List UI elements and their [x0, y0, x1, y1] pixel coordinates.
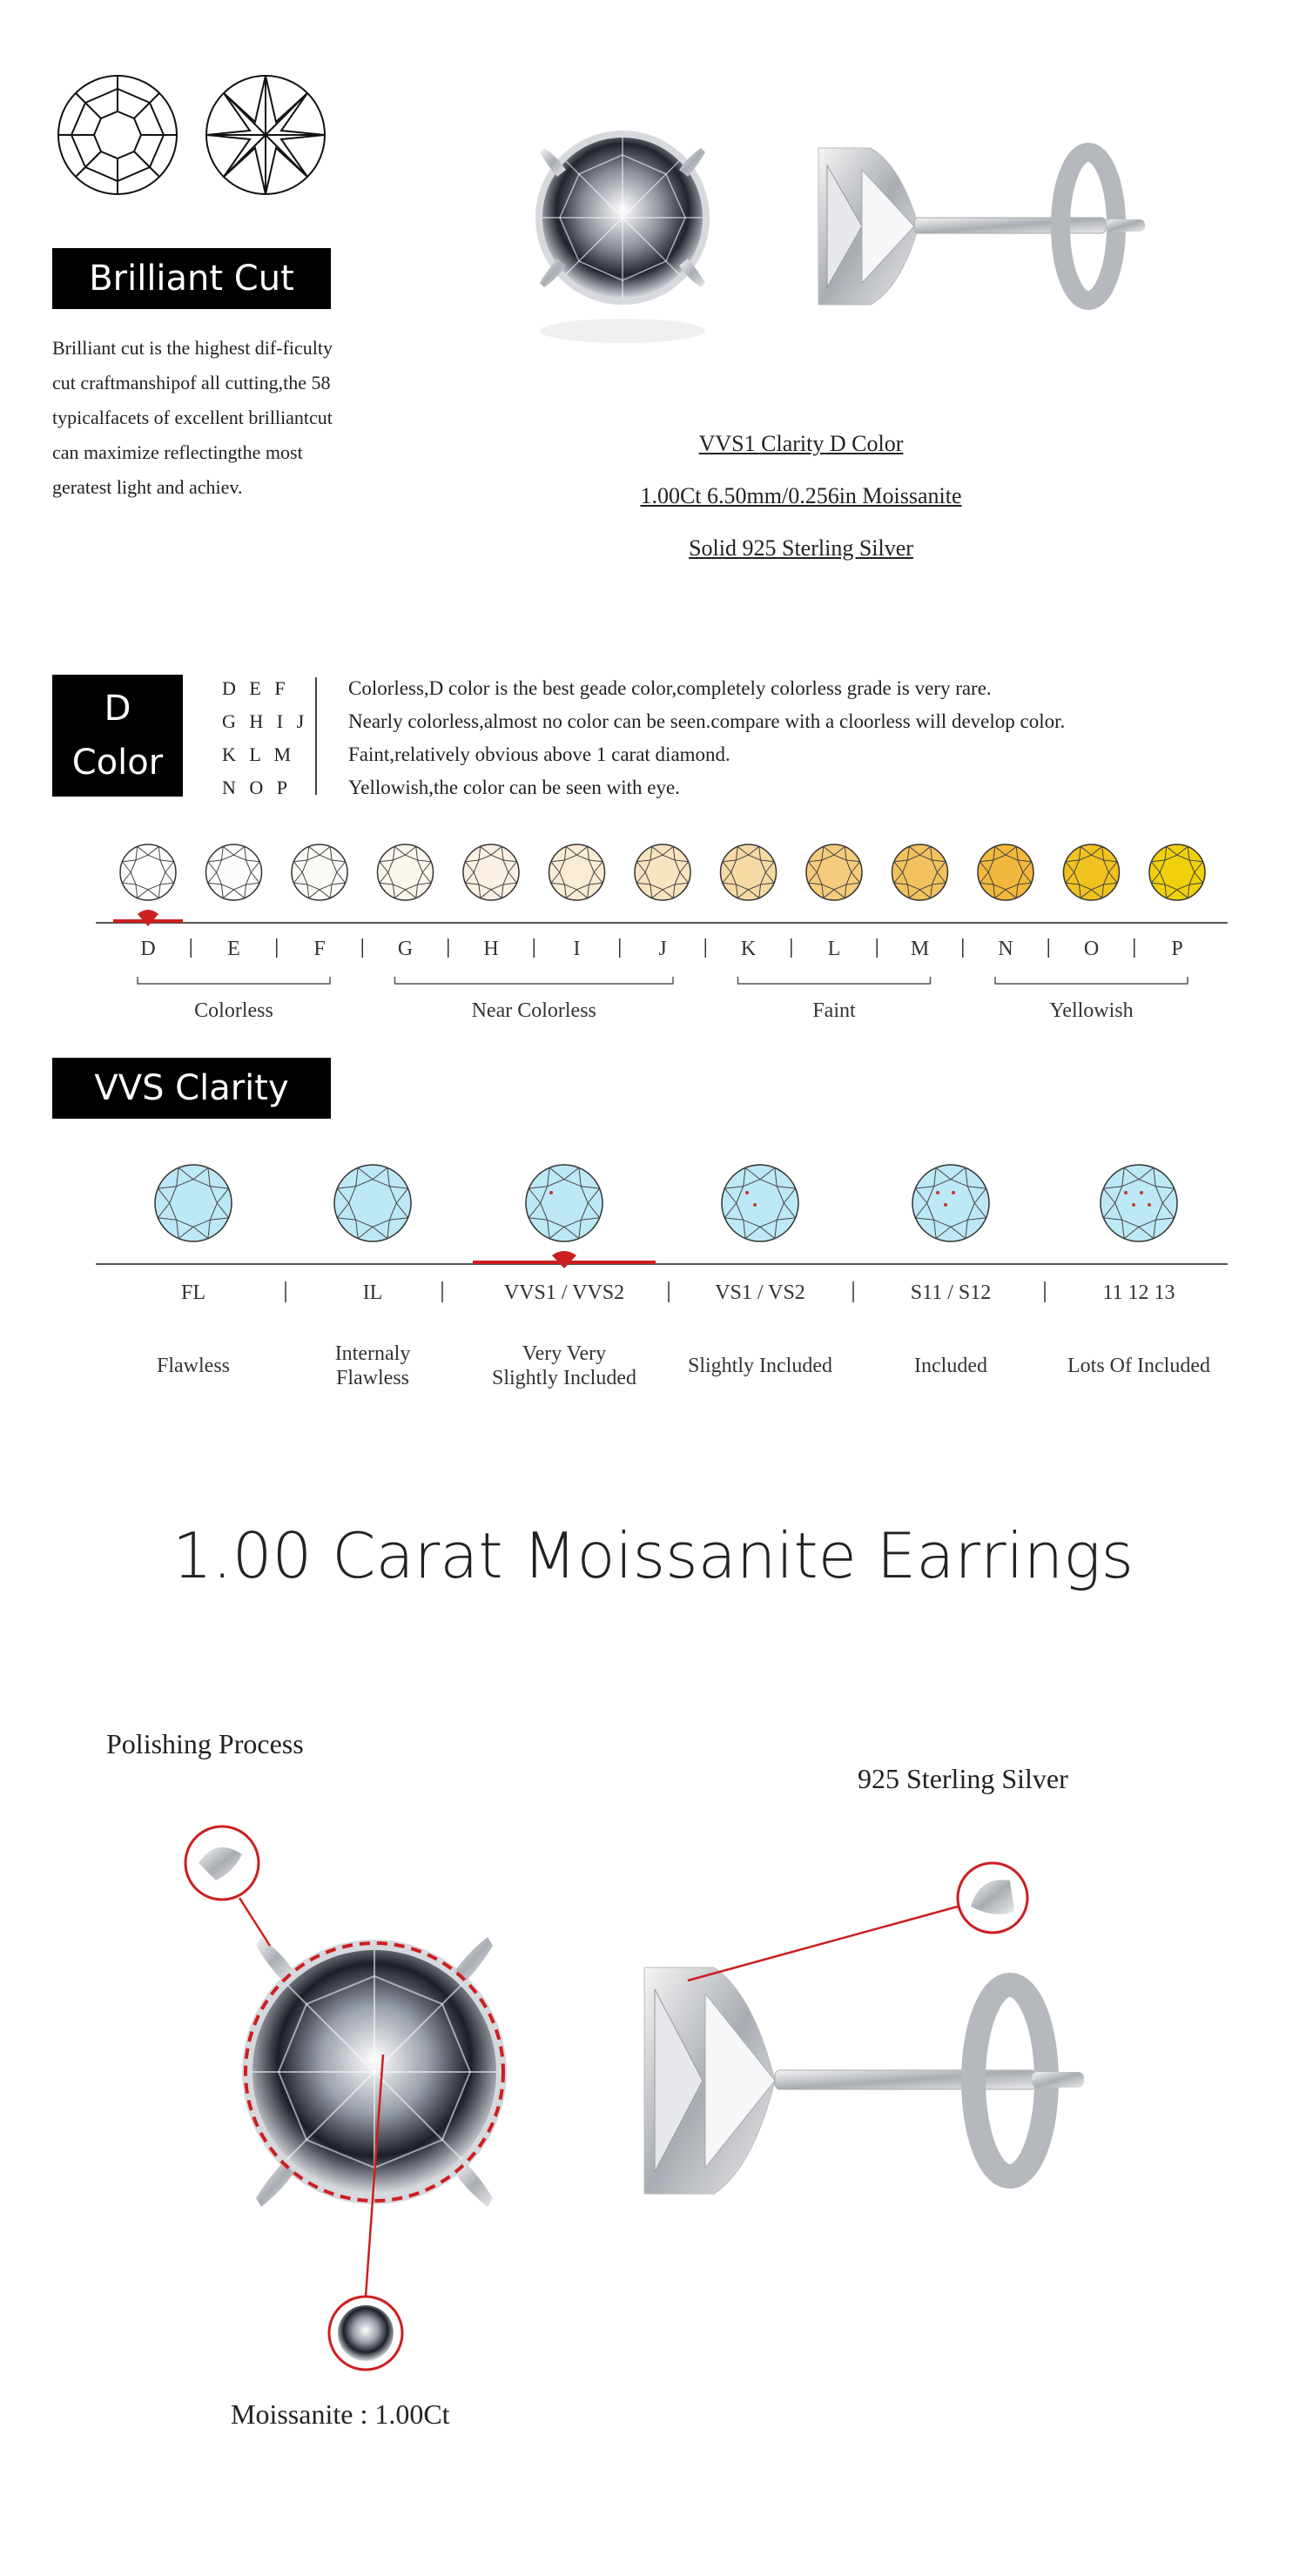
- spec-size: 1.00Ct 6.50mm/0.256in Moissanite: [640, 483, 962, 508]
- brilliant-cut-description: Brilliant cut is the highest dif-ficulty cut craftmanshipof all cutting,the 58 typicalfacets of excellent brilliantcut can maximize reflectingthe most geratest light and achiev.: [52, 337, 333, 498]
- color-stone-l: [806, 844, 862, 900]
- inclusion-dot: [936, 1191, 939, 1194]
- clarity-grade-label: VS1 / VS2: [715, 1281, 805, 1304]
- clarity-description: Internaly: [334, 1342, 411, 1365]
- clarity-description: Included: [914, 1355, 987, 1377]
- product-headline: 1.00 Carat Moissanite Earrings: [172, 1519, 1134, 1592]
- clarity-description: Lots Of Included: [1067, 1355, 1210, 1377]
- color-letter-d: D: [140, 938, 156, 960]
- color-stone-d: [120, 844, 176, 900]
- clarity-stone-2: [526, 1165, 603, 1241]
- side-earring-detail: [644, 1967, 1084, 2194]
- color-letter-o: O: [1083, 938, 1100, 960]
- grade-code-klm: K L M: [222, 743, 296, 765]
- inclusion-dot: [1148, 1203, 1151, 1207]
- color-scale: [0, 827, 1306, 1027]
- clarity-grade-label: 11 12 13: [1102, 1281, 1175, 1304]
- earring-side-photo: [810, 131, 1175, 331]
- clarity-stone-0: [155, 1165, 232, 1241]
- silver-callout-label: 925 Sterling Silver: [858, 1763, 1068, 1794]
- vvs-clarity-title: VVS Clarity: [52, 1058, 331, 1119]
- inclusion-dot: [952, 1191, 955, 1194]
- clarity-stone-5: [1101, 1165, 1177, 1241]
- brilliant-cut-title: Brilliant Cut: [52, 248, 331, 309]
- color-letter-e: E: [227, 938, 240, 960]
- color-letter-n: N: [998, 938, 1013, 960]
- grade-code-def: D E F: [222, 677, 290, 699]
- color-stone-g: [378, 844, 434, 900]
- color-letter-m: M: [910, 938, 930, 960]
- color-group-bracket: [738, 977, 931, 984]
- inclusion-dot: [1140, 1191, 1143, 1194]
- brilliant-cut-diagrams: [52, 70, 340, 200]
- color-stone-k: [721, 844, 777, 900]
- color-letter-l: L: [827, 938, 841, 960]
- color-stone-j: [635, 844, 690, 900]
- grade-code-nop: N O P: [222, 777, 293, 798]
- color-group-label: Near Colorless: [471, 999, 596, 1022]
- clarity-stone-4: [912, 1165, 989, 1241]
- color-letter-h: H: [483, 938, 499, 960]
- grade-desc-ghij: Nearly colorless,almost no color can be seen.compare with a cloorless will develop color.: [348, 710, 1066, 732]
- color-letter-f: F: [313, 938, 326, 960]
- clarity-grade-label: S11 / S12: [910, 1281, 992, 1304]
- color-letter-g: G: [397, 938, 414, 960]
- color-letter-j: J: [658, 938, 667, 960]
- color-group-bracket: [995, 977, 1188, 984]
- clarity-grade-label: VVS1 / VVS2: [503, 1281, 625, 1304]
- clarity-stone-3: [722, 1165, 798, 1241]
- clarity-description: Slightly Included: [492, 1367, 636, 1389]
- color-stone-o: [1064, 844, 1120, 900]
- clarity-selected-marker: [552, 1251, 576, 1268]
- inclusion-dot: [745, 1191, 749, 1194]
- color-letter-p: P: [1171, 938, 1183, 960]
- color-group-bracket: [395, 977, 674, 984]
- silver-zoom-icon: [688, 1863, 1027, 1981]
- grade-code-ghij: G H I J: [222, 710, 309, 732]
- d-color-title-word: Color: [71, 743, 164, 783]
- color-stone-h: [463, 844, 519, 900]
- inclusion-dot: [753, 1203, 757, 1207]
- color-stone-i: [549, 844, 605, 900]
- earring-front-photo: [509, 122, 744, 348]
- clarity-grade-label: IL: [362, 1281, 383, 1304]
- detail-illustration: [0, 1776, 1306, 2403]
- color-stone-f: [292, 844, 347, 900]
- inclusion-dot: [549, 1191, 553, 1194]
- color-stone-p: [1149, 844, 1205, 900]
- color-letter-i: I: [573, 938, 581, 960]
- crown-view-icon: [58, 76, 177, 194]
- color-letter-k: K: [740, 938, 757, 960]
- inclusion-dot: [1124, 1191, 1128, 1194]
- color-selected-marker: [138, 910, 158, 926]
- clarity-description: Flawless: [336, 1367, 409, 1389]
- pavilion-view-icon: [206, 76, 325, 194]
- spec-clarity-color: VVS1 Clarity D Color: [698, 431, 904, 456]
- clarity-description: Flawless: [157, 1355, 230, 1377]
- moissanite-callout-label: Moissanite : 1.00Ct: [231, 2398, 450, 2430]
- clarity-description: Very Very: [522, 1342, 607, 1365]
- polishing-callout-label: Polishing Process: [106, 1728, 304, 1759]
- clarity-scale: [0, 1132, 1306, 1410]
- color-group-label: Faint: [812, 999, 856, 1022]
- color-group-label: Yellowish: [1049, 999, 1134, 1022]
- clarity-stone-1: [334, 1165, 411, 1241]
- clarity-description: Slightly Included: [688, 1355, 832, 1377]
- grade-desc-klm: Faint,relatively obvious above 1 carat diamond.: [348, 743, 730, 765]
- color-group-bracket: [138, 977, 330, 984]
- d-color-title: [52, 675, 183, 797]
- color-stone-e: [206, 844, 262, 900]
- inclusion-dot: [1132, 1203, 1135, 1207]
- spec-material: Solid 925 Sterling Silver: [689, 535, 913, 561]
- polishing-zoom-icon: [185, 1826, 270, 1946]
- inclusion-dot: [944, 1203, 947, 1207]
- color-stone-n: [978, 844, 1033, 900]
- grade-desc-def: Colorless,D color is the best geade color,completely colorless grade is very rare.: [348, 677, 992, 699]
- grade-desc-nop: Yellowish,the color can be seen with eye.: [348, 777, 680, 798]
- d-color-title-letter: D: [104, 689, 131, 729]
- color-stone-m: [892, 844, 948, 900]
- clarity-grade-label: FL: [180, 1281, 206, 1304]
- color-group-label: Colorless: [194, 999, 273, 1022]
